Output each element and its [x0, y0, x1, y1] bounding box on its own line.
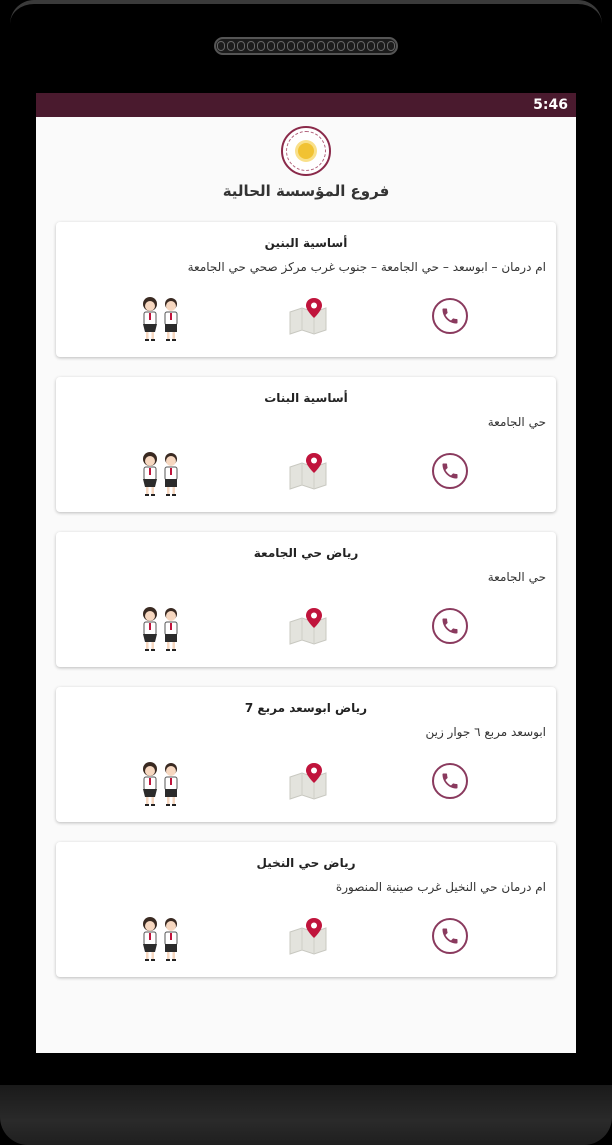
branch-address: ام درمان – ابوسعد – حي الجامعة – جنوب غرب مركز صحي حي الجامعة	[187, 260, 546, 274]
map-button[interactable]	[288, 761, 328, 801]
students-icon	[138, 759, 184, 809]
students-button[interactable]	[138, 759, 184, 809]
phone-icon	[432, 763, 468, 799]
map-pin-icon	[288, 451, 328, 491]
map-pin-icon	[288, 606, 328, 646]
students-button[interactable]	[138, 449, 184, 499]
map-button[interactable]	[288, 451, 328, 491]
branch-address: ام درمان حي النخيل غرب صينية المنصورة	[335, 880, 546, 894]
phone-icon	[432, 298, 468, 334]
map-pin-icon	[288, 761, 328, 801]
map-pin-icon	[288, 296, 328, 336]
map-pin-icon	[288, 916, 328, 956]
map-button[interactable]	[288, 606, 328, 646]
phone-icon	[432, 918, 468, 954]
students-button[interactable]	[138, 914, 184, 964]
branch-address: حي الجامعة	[487, 415, 546, 429]
app-screen	[36, 93, 576, 1053]
call-button[interactable]	[432, 298, 468, 334]
call-button[interactable]	[432, 763, 468, 799]
school-logo-icon	[281, 126, 331, 176]
call-button[interactable]	[432, 608, 468, 644]
branch-card	[56, 687, 556, 822]
students-icon	[138, 449, 184, 499]
status-time: 5:46	[533, 97, 568, 113]
branch-name: رياض حي الجامعة	[253, 546, 359, 560]
branch-address: ابوسعد مربع ٦ جوار زين	[425, 725, 546, 739]
phone-top-edge	[10, 0, 602, 40]
phone-icon	[432, 453, 468, 489]
students-icon	[138, 294, 184, 344]
branch-card	[56, 842, 556, 977]
call-button[interactable]	[432, 918, 468, 954]
page-title: فروع المؤسسة الحالية	[222, 182, 390, 200]
branch-list	[36, 200, 576, 977]
map-button[interactable]	[288, 916, 328, 956]
status-bar	[36, 93, 576, 117]
branch-name: أساسية البنات	[264, 391, 348, 405]
branch-name: رياض حي النخيل	[256, 856, 356, 870]
phone-bottom-bezel	[0, 1085, 612, 1145]
branch-card	[56, 222, 556, 357]
branch-name: رياض ابوسعد مربع 7	[244, 701, 368, 715]
branch-card	[56, 377, 556, 512]
speaker-grille	[214, 37, 398, 55]
students-button[interactable]	[138, 604, 184, 654]
students-icon	[138, 604, 184, 654]
map-button[interactable]	[288, 296, 328, 336]
students-icon	[138, 914, 184, 964]
branch-address: حي الجامعة	[487, 570, 546, 584]
branch-card	[56, 532, 556, 667]
students-button[interactable]	[138, 294, 184, 344]
phone-icon	[432, 608, 468, 644]
call-button[interactable]	[432, 453, 468, 489]
branch-name: أساسية البنين	[264, 236, 348, 250]
